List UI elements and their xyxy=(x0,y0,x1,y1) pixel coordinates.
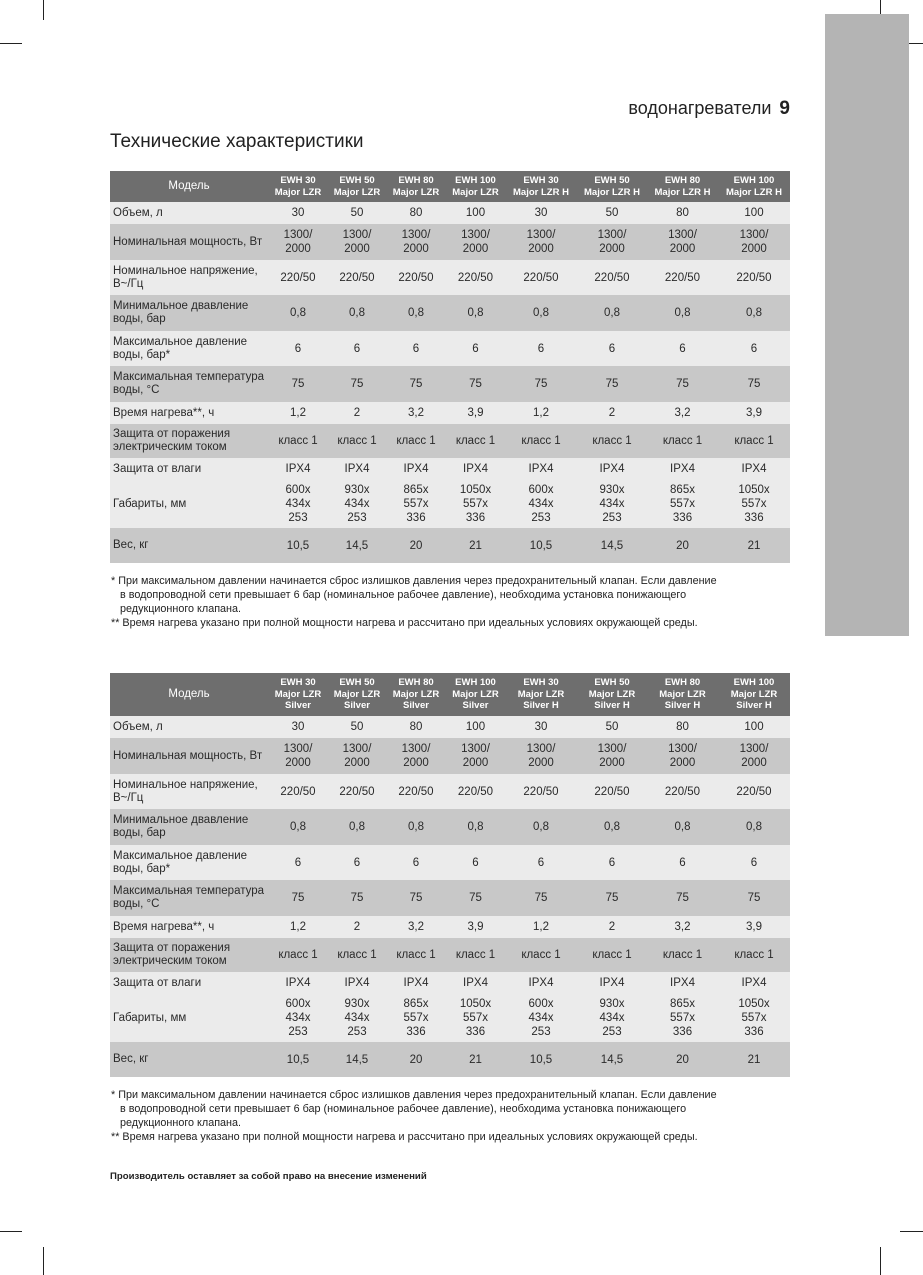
disclaimer: Производитель оставляет за собой право на внесение изменений xyxy=(110,1171,427,1182)
page-header xyxy=(628,98,790,120)
table-cell: 0,8 xyxy=(328,809,386,845)
footnotes-1 xyxy=(111,574,801,630)
crop-mark xyxy=(0,1231,22,1232)
table-cell: 600x 434x 253 xyxy=(268,994,328,1042)
table-cell: класс 1 xyxy=(328,938,386,972)
table-cell: 30 xyxy=(268,202,328,224)
table-cell: IPX4 xyxy=(386,458,446,480)
table-cell: 1300/ 2000 xyxy=(386,738,446,774)
table-cell: 220/50 xyxy=(577,260,647,295)
row-label: Минимальное двавление воды, бар xyxy=(110,809,268,845)
row-label: Максимальная температура воды, °С xyxy=(110,880,268,916)
table-cell: 1300/ 2000 xyxy=(328,738,386,774)
table-cell: 14,5 xyxy=(328,1042,386,1077)
model-column-header: EWH 80 Major LZR Silver xyxy=(386,673,446,716)
table-cell: 2 xyxy=(577,402,647,424)
row-label: Минимальное двавление воды, бар xyxy=(110,295,268,331)
table-cell: 1,2 xyxy=(268,402,328,424)
table-cell: 3,9 xyxy=(718,402,790,424)
table-cell: 30 xyxy=(505,202,577,224)
table-cell: 1050x 557x 336 xyxy=(718,994,790,1042)
table-cell: IPX4 xyxy=(328,972,386,994)
table-cell: 2 xyxy=(328,402,386,424)
table-cell: 6 xyxy=(647,331,718,366)
table-cell: 220/50 xyxy=(386,774,446,809)
row-min-pressure xyxy=(110,809,790,845)
table-cell: IPX4 xyxy=(446,458,505,480)
table-cell: 75 xyxy=(577,366,647,402)
table-cell: класс 1 xyxy=(268,938,328,972)
table-cell: 6 xyxy=(505,845,577,880)
table-cell: 2 xyxy=(328,916,386,938)
crop-mark xyxy=(43,1247,44,1275)
row-min-pressure xyxy=(110,295,790,331)
table-cell: 0,8 xyxy=(577,295,647,331)
table-cell: класс 1 xyxy=(386,938,446,972)
table-cell: 3,2 xyxy=(386,402,446,424)
table-cell: 14,5 xyxy=(577,1042,647,1077)
footnote-line: в водопроводной сети превышает 6 бар (номинальное рабочее давление), необходима установка понижающего xyxy=(120,1103,687,1115)
table-cell: 10,5 xyxy=(505,528,577,563)
table-cell: IPX4 xyxy=(328,458,386,480)
table-cell: 220/50 xyxy=(647,260,718,295)
row-voltage xyxy=(110,260,790,295)
footnote-line: в водопроводной сети превышает 6 бар (номинальное рабочее давление), необходима установка понижающего xyxy=(120,589,687,601)
table-cell: 100 xyxy=(446,716,505,738)
table-cell: 10,5 xyxy=(505,1042,577,1077)
table-cell: 1300/ 2000 xyxy=(268,224,328,260)
table-cell: 75 xyxy=(268,880,328,916)
table-cell: 1,2 xyxy=(505,402,577,424)
model-column-header: EWH 30 Major LZR xyxy=(268,171,328,202)
table-cell: класс 1 xyxy=(577,938,647,972)
row-dimensions xyxy=(110,480,790,528)
row-power xyxy=(110,224,790,260)
row-moisture-protection xyxy=(110,458,790,480)
table-cell: 3,2 xyxy=(647,916,718,938)
table-cell: 930x 434x 253 xyxy=(328,480,386,528)
row-weight xyxy=(110,1042,790,1077)
table-cell: 75 xyxy=(505,366,577,402)
model-header: Модель xyxy=(110,673,268,716)
model-column-header: EWH 100 Major LZR Silver H xyxy=(718,673,790,716)
row-power xyxy=(110,738,790,774)
table-cell: 220/50 xyxy=(577,774,647,809)
table-cell: 930x 434x 253 xyxy=(577,994,647,1042)
row-max-pressure xyxy=(110,845,790,880)
table-cell: 20 xyxy=(647,1042,718,1077)
footnote-line: редукционного клапана. xyxy=(120,603,242,615)
row-shock-protection xyxy=(110,424,790,458)
table-cell: 865x 557x 336 xyxy=(647,480,718,528)
table-cell: 865x 557x 336 xyxy=(386,480,446,528)
table-cell: 6 xyxy=(268,331,328,366)
table-cell: 30 xyxy=(505,716,577,738)
model-column-header: EWH 80 Major LZR H xyxy=(647,171,718,202)
table-cell: 1300/ 2000 xyxy=(577,738,647,774)
table-cell: 30 xyxy=(268,716,328,738)
crop-mark xyxy=(0,43,22,44)
model-column-header: EWH 30 Major LZR H xyxy=(505,171,577,202)
table-cell: IPX4 xyxy=(647,972,718,994)
table-cell: класс 1 xyxy=(647,938,718,972)
table-cell: 1300/ 2000 xyxy=(647,224,718,260)
table-cell: 1300/ 2000 xyxy=(268,738,328,774)
table-cell: 75 xyxy=(268,366,328,402)
table-cell: 6 xyxy=(328,845,386,880)
row-label: Время нагрева**, ч xyxy=(110,402,268,424)
table-cell: 220/50 xyxy=(268,260,328,295)
table-cell: 20 xyxy=(386,1042,446,1077)
table-cell: 1300/ 2000 xyxy=(505,738,577,774)
table-cell: IPX4 xyxy=(718,458,790,480)
table-cell: 3,9 xyxy=(446,402,505,424)
table-cell: 1050x 557x 336 xyxy=(718,480,790,528)
table-cell: класс 1 xyxy=(505,424,577,458)
table-cell: 0,8 xyxy=(647,809,718,845)
table-cell: 0,8 xyxy=(505,809,577,845)
footnotes-2 xyxy=(111,1088,801,1144)
table-cell: 220/50 xyxy=(718,260,790,295)
table-cell: 1,2 xyxy=(505,916,577,938)
row-label: Габариты, мм xyxy=(110,480,268,528)
table-cell: 3,9 xyxy=(718,916,790,938)
table-cell: 80 xyxy=(386,202,446,224)
table-cell: 0,8 xyxy=(386,295,446,331)
table-cell: 20 xyxy=(647,528,718,563)
model-column-header: EWH 50 Major LZR Silver H xyxy=(577,673,647,716)
row-label: Защита от влаги xyxy=(110,972,268,994)
table-cell: 220/50 xyxy=(328,774,386,809)
model-column-header: EWH 30 Major LZR Silver xyxy=(268,673,328,716)
table-cell: 100 xyxy=(718,716,790,738)
table-cell: 1300/ 2000 xyxy=(718,224,790,260)
table-cell: класс 1 xyxy=(386,424,446,458)
model-column-header: EWH 50 Major LZR H xyxy=(577,171,647,202)
table-cell: 14,5 xyxy=(328,528,386,563)
table-cell: 220/50 xyxy=(505,774,577,809)
row-label: Номинальное напряжение, В~/Гц xyxy=(110,260,268,295)
table-cell: 220/50 xyxy=(505,260,577,295)
row-label: Защита от поражения электрическим током xyxy=(110,938,268,972)
table-cell: 865x 557x 336 xyxy=(647,994,718,1042)
row-max-temp xyxy=(110,880,790,916)
footnote-line: * При максимальном давлении начинается сброс излишков давления через предохранительный клапан. Если давление xyxy=(111,575,717,587)
table-cell: 1300/ 2000 xyxy=(647,738,718,774)
row-label: Номинальное напряжение, В~/Гц xyxy=(110,774,268,809)
table-cell: 1300/ 2000 xyxy=(718,738,790,774)
table-cell: класс 1 xyxy=(268,424,328,458)
row-label: Вес, кг xyxy=(110,528,268,563)
table-cell: 1300/ 2000 xyxy=(328,224,386,260)
table-cell: 1050x 557x 336 xyxy=(446,994,505,1042)
table-cell: 0,8 xyxy=(647,295,718,331)
table-cell: 220/50 xyxy=(647,774,718,809)
table-cell: 0,8 xyxy=(718,809,790,845)
table-cell: 6 xyxy=(647,845,718,880)
table-cell: 75 xyxy=(647,366,718,402)
table-cell: класс 1 xyxy=(328,424,386,458)
table-cell: 50 xyxy=(577,716,647,738)
table-cell: 75 xyxy=(386,366,446,402)
table-cell: IPX4 xyxy=(386,972,446,994)
row-label: Защита от поражения электрическим током xyxy=(110,424,268,458)
table-cell: 75 xyxy=(446,366,505,402)
table-cell: IPX4 xyxy=(268,972,328,994)
row-label: Габариты, мм xyxy=(110,994,268,1042)
footnote-line: редукционного клапана. xyxy=(120,1117,242,1129)
footnote-line: ** Время нагрева указано при полной мощности нагрева и рассчитано при идеальных условиях окружающей среды. xyxy=(111,617,698,629)
row-label: Вес, кг xyxy=(110,1042,268,1077)
table-cell: 600x 434x 253 xyxy=(505,994,577,1042)
table-cell: 3,2 xyxy=(647,402,718,424)
model-column-header: EWH 80 Major LZR Silver H xyxy=(647,673,718,716)
side-tab xyxy=(825,14,909,636)
table-cell: 100 xyxy=(718,202,790,224)
table-cell: 6 xyxy=(446,331,505,366)
table-cell: 2 xyxy=(577,916,647,938)
table-cell: класс 1 xyxy=(446,424,505,458)
row-max-temp xyxy=(110,366,790,402)
table-cell: 220/50 xyxy=(268,774,328,809)
table-cell: IPX4 xyxy=(647,458,718,480)
table-cell: 75 xyxy=(505,880,577,916)
row-max-pressure xyxy=(110,331,790,366)
model-column-header: EWH 100 Major LZR Silver xyxy=(446,673,505,716)
table-cell: 80 xyxy=(647,716,718,738)
row-label: Защита от влаги xyxy=(110,458,268,480)
crop-mark xyxy=(43,0,44,20)
header-title: водонагреватели xyxy=(628,98,772,118)
row-label: Объем, л xyxy=(110,202,268,224)
row-voltage xyxy=(110,774,790,809)
table-cell: класс 1 xyxy=(718,424,790,458)
table-cell: 6 xyxy=(446,845,505,880)
table-cell: 75 xyxy=(718,366,790,402)
table-cell: 0,8 xyxy=(446,809,505,845)
row-weight xyxy=(110,528,790,563)
table-cell: 21 xyxy=(718,1042,790,1077)
crop-mark xyxy=(900,1231,923,1232)
table-cell: 220/50 xyxy=(718,774,790,809)
table-cell: 21 xyxy=(446,1042,505,1077)
table-cell: 0,8 xyxy=(268,809,328,845)
table-cell: IPX4 xyxy=(505,458,577,480)
table-cell: 6 xyxy=(718,331,790,366)
table-cell: класс 1 xyxy=(446,938,505,972)
table-cell: IPX4 xyxy=(718,972,790,994)
table-cell: 3,9 xyxy=(446,916,505,938)
table-cell: 1300/ 2000 xyxy=(577,224,647,260)
table-cell: 80 xyxy=(647,202,718,224)
spec-table-2 xyxy=(110,673,790,1077)
page-number: 9 xyxy=(779,98,790,119)
table-cell: 6 xyxy=(577,845,647,880)
model-column-header: EWH 100 Major LZR xyxy=(446,171,505,202)
model-column-header: EWH 50 Major LZR Silver xyxy=(328,673,386,716)
table-cell: IPX4 xyxy=(268,458,328,480)
table-cell: 75 xyxy=(328,880,386,916)
table-cell: 600x 434x 253 xyxy=(505,480,577,528)
table-cell: 0,8 xyxy=(386,809,446,845)
row-label: Объем, л xyxy=(110,716,268,738)
table-cell: 75 xyxy=(328,366,386,402)
table-cell: 50 xyxy=(328,202,386,224)
row-label: Максимальное давление воды, бар* xyxy=(110,331,268,366)
table-cell: 75 xyxy=(718,880,790,916)
table-cell: 6 xyxy=(505,331,577,366)
model-header: Модель xyxy=(110,171,268,202)
table-cell: 21 xyxy=(718,528,790,563)
footnote-line: * При максимальном давлении начинается сброс излишков давления через предохранительный клапан. Если давление xyxy=(111,1089,717,1101)
row-heating-time xyxy=(110,402,790,424)
table-cell: 0,8 xyxy=(268,295,328,331)
table-cell: 6 xyxy=(268,845,328,880)
table-cell: класс 1 xyxy=(505,938,577,972)
row-label: Максимальная температура воды, °С xyxy=(110,366,268,402)
table-cell: 50 xyxy=(328,716,386,738)
table-cell: 930x 434x 253 xyxy=(577,480,647,528)
crop-mark xyxy=(880,1247,881,1275)
table-cell: 75 xyxy=(386,880,446,916)
table-cell: 6 xyxy=(577,331,647,366)
table-cell: 0,8 xyxy=(328,295,386,331)
table-cell: 220/50 xyxy=(446,260,505,295)
table-cell: 6 xyxy=(386,331,446,366)
table-cell: 80 xyxy=(386,716,446,738)
table-cell: 14,5 xyxy=(577,528,647,563)
row-label: Номинальная мощность, Вт xyxy=(110,224,268,260)
row-shock-protection xyxy=(110,938,790,972)
model-column-header: EWH 30 Major LZR Silver H xyxy=(505,673,577,716)
row-moisture-protection xyxy=(110,972,790,994)
table-cell: 6 xyxy=(386,845,446,880)
table-cell: 1300/ 2000 xyxy=(386,224,446,260)
table-cell: 1,2 xyxy=(268,916,328,938)
table-cell: IPX4 xyxy=(577,972,647,994)
table-cell: 220/50 xyxy=(328,260,386,295)
table-cell: IPX4 xyxy=(577,458,647,480)
table-cell: 220/50 xyxy=(446,774,505,809)
model-column-header: EWH 80 Major LZR xyxy=(386,171,446,202)
row-volume xyxy=(110,202,790,224)
table-cell: 100 xyxy=(446,202,505,224)
row-label: Время нагрева**, ч xyxy=(110,916,268,938)
row-dimensions xyxy=(110,994,790,1042)
table-cell: 0,8 xyxy=(718,295,790,331)
table-cell: класс 1 xyxy=(647,424,718,458)
table-cell: 1300/ 2000 xyxy=(446,738,505,774)
table-cell: 75 xyxy=(647,880,718,916)
table-cell: 20 xyxy=(386,528,446,563)
table-cell: 3,2 xyxy=(386,916,446,938)
model-column-header: EWH 100 Major LZR H xyxy=(718,171,790,202)
table-cell: 10,5 xyxy=(268,528,328,563)
table-cell: 0,8 xyxy=(577,809,647,845)
table-cell: 50 xyxy=(577,202,647,224)
table-cell: 75 xyxy=(446,880,505,916)
row-heating-time xyxy=(110,916,790,938)
table-cell: IPX4 xyxy=(446,972,505,994)
table-cell: класс 1 xyxy=(718,938,790,972)
table-cell: 10,5 xyxy=(268,1042,328,1077)
row-label: Номинальная мощность, Вт xyxy=(110,738,268,774)
section-title: Технические характеристики xyxy=(110,131,364,152)
table-cell: 75 xyxy=(577,880,647,916)
table-cell: 930x 434x 253 xyxy=(328,994,386,1042)
table-cell: 865x 557x 336 xyxy=(386,994,446,1042)
table-cell: 21 xyxy=(446,528,505,563)
table-cell: 0,8 xyxy=(505,295,577,331)
table-cell: 1300/ 2000 xyxy=(505,224,577,260)
table-cell: 0,8 xyxy=(446,295,505,331)
table-cell: 600x 434x 253 xyxy=(268,480,328,528)
table-cell: 6 xyxy=(328,331,386,366)
table-cell: класс 1 xyxy=(577,424,647,458)
spec-table-1 xyxy=(110,171,790,563)
row-label: Максимальное давление воды, бар* xyxy=(110,845,268,880)
table-cell: 220/50 xyxy=(386,260,446,295)
model-column-header: EWH 50 Major LZR xyxy=(328,171,386,202)
row-volume xyxy=(110,716,790,738)
table-cell: 6 xyxy=(718,845,790,880)
table-cell: 1300/ 2000 xyxy=(446,224,505,260)
table-cell: 1050x 557x 336 xyxy=(446,480,505,528)
table-cell: IPX4 xyxy=(505,972,577,994)
footnote-line: ** Время нагрева указано при полной мощности нагрева и рассчитано при идеальных условиях окружающей среды. xyxy=(111,1131,698,1143)
